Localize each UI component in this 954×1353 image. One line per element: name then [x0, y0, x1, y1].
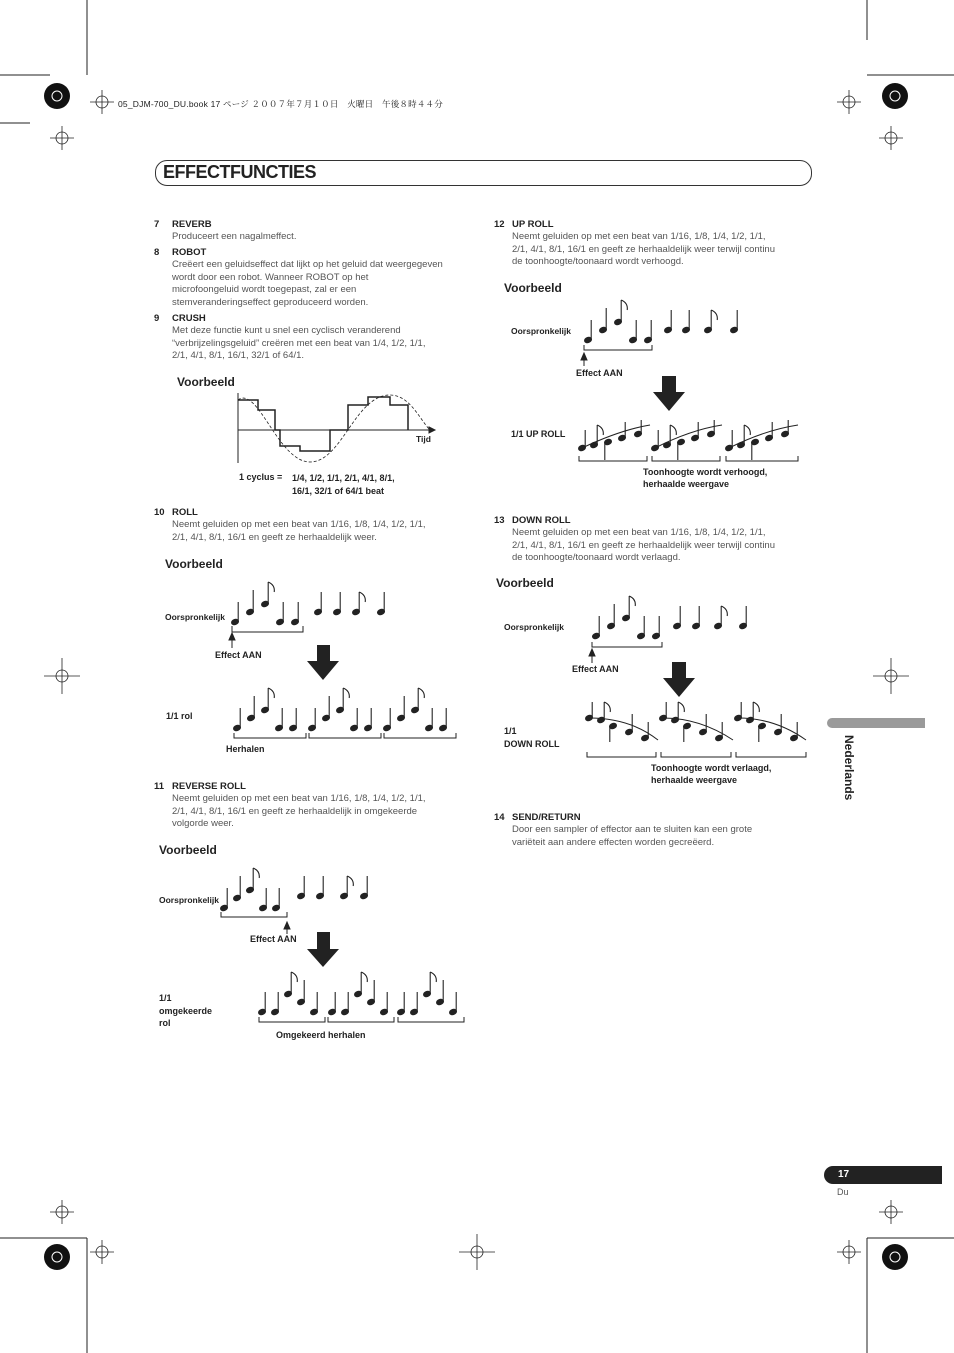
note-flag	[629, 596, 635, 606]
label-mode: 1/1 DOWN ROLL	[504, 726, 560, 749]
note-flag	[711, 310, 717, 320]
note-flag	[268, 688, 274, 698]
note-flag	[291, 972, 297, 982]
section-heading: REVERSE ROLL	[172, 781, 246, 792]
language-label: Nederlands	[842, 735, 856, 801]
section-number: 7	[154, 219, 160, 230]
note-flag	[361, 972, 367, 982]
section-body: Neemt geluiden op met een beat van 1/16, 1/8, 1/4, 1/2, 1/1, 2/1, 4/1, 8/1, 16/1 en geeft ze herhaaldelijk weer terwijl continu de toonhoogte/toonaard wordt verlaagd.	[512, 527, 775, 564]
section-heading: CRUSH	[172, 313, 206, 324]
label-mode: 1/1 omgekeerde rol	[159, 993, 213, 1028]
note-flag	[597, 425, 603, 435]
section-heading: ROBOT	[172, 247, 207, 258]
note-flag	[253, 868, 259, 878]
note-flag	[268, 582, 274, 592]
cycle-label: 1 cyclus =	[239, 472, 283, 482]
label-effect-on: Effect AAN	[576, 368, 623, 378]
example-heading: Voorbeeld	[159, 843, 217, 857]
note-flag	[604, 702, 610, 712]
label-original: Oorspronkelijk	[511, 326, 571, 336]
label-original: Oorspronkelijk	[159, 895, 219, 905]
note-flag	[678, 702, 684, 712]
note-flag	[753, 702, 759, 712]
note-flag	[721, 606, 727, 616]
note-flag	[744, 425, 750, 435]
section-number: 8	[154, 247, 160, 258]
axis-label: Tijd	[416, 434, 431, 444]
example-heading: Voorbeeld	[496, 576, 554, 590]
label-effect-on: Effect AAN	[572, 664, 619, 674]
section-heading: UP ROLL	[512, 219, 554, 230]
label-pitch-note: Toonhoogte wordt verlaagd, herhaalde weergave	[651, 763, 772, 785]
section-number: 10	[154, 507, 165, 518]
cycle-values: 1/4, 1/2, 1/1, 2/1, 4/1, 8/1, 16/1, 32/1 of 64/1 beat	[292, 473, 395, 496]
note-flag	[359, 592, 365, 602]
label-repeat: Omgekeerd herhalen	[276, 1030, 366, 1040]
label-repeat: Herhalen	[226, 744, 265, 754]
label-mode: 1/1 rol	[166, 711, 193, 721]
crush-waveform	[238, 393, 435, 463]
language-tab	[827, 718, 925, 728]
note-flag	[621, 300, 627, 310]
section-heading: ROLL	[172, 507, 198, 518]
section-number: 11	[154, 781, 165, 792]
page-title: EFFECTFUNCTIES	[163, 162, 316, 182]
label-original: Oorspronkelijk	[165, 612, 225, 622]
note-flag	[347, 876, 353, 886]
section-heading: REVERB	[172, 219, 212, 230]
example-heading: Voorbeeld	[177, 375, 235, 389]
down-arrow-icon	[307, 376, 695, 967]
section-number: 13	[494, 515, 505, 526]
section-body: Creëert een geluidseffect dat lijkt op het geluid dat weergegeven wordt door een robot. Wanneer ROBOT op het microfoongeluid wordt toegepast, zal er een stemveranderingseffect geproduceerd worden.	[172, 259, 443, 308]
section-body: Neemt geluiden op met een beat van 1/16, 1/8, 1/4, 1/2, 1/1, 2/1, 4/1, 8/1, 16/1 en geeft ze herhaaldelijk weer terwijl continu de toonhoogte/toonaard wordt verhoogd.	[512, 231, 775, 268]
section-body: Produceert een nagalmeffect.	[172, 231, 297, 242]
section-number: 12	[494, 219, 505, 230]
note-flag	[418, 688, 424, 698]
page-language: Du	[837, 1187, 849, 1197]
section-body: Neemt geluiden op met een beat van 1/16, 1/8, 1/4, 1/2, 1/1, 2/1, 4/1, 8/1, 16/1 en geeft ze herhaaldelijk in omgekeerde volgorde weer.	[172, 793, 426, 830]
section-body: Door een sampler of effector aan te sluiten kan een grote variëteit aan andere effecten worden gecreëerd.	[512, 824, 753, 848]
print-header: 05_DJM-700_DU.book 17 ページ ２００７年７月１０日 火曜日 午後８時４４分	[118, 99, 443, 109]
section-heading: SEND/RETURN	[512, 812, 581, 823]
note-flag	[343, 688, 349, 698]
label-original: Oorspronkelijk	[504, 622, 564, 632]
section-heading: DOWN ROLL	[512, 515, 571, 526]
label-effect-on: Effect AAN	[215, 650, 262, 660]
label-effect-on: Effect AAN	[250, 934, 297, 944]
example-heading: Voorbeeld	[165, 557, 223, 571]
section-body: Met deze functie kunt u snel een cyclisch veranderend “verbrijzelingsgeluid” creëren met een beat van 1/4, 1/2, 1/1, 2/1, 4/1, 8/1, 16/1, 32/1 of 64/1.	[172, 325, 426, 362]
label-pitch-note: Toonhoogte wordt verhoogd, herhaalde weergave	[643, 467, 768, 489]
label-mode: 1/1 UP ROLL	[511, 429, 566, 439]
note-flag	[430, 972, 436, 982]
section-body: Neemt geluiden op met een beat van 1/16, 1/8, 1/4, 1/2, 1/1, 2/1, 4/1, 8/1, 16/1 en geeft ze herhaaldelijk weer.	[172, 519, 426, 543]
note-flag	[670, 425, 676, 435]
section-number: 14	[494, 812, 505, 823]
section-number: 9	[154, 313, 160, 324]
example-heading: Voorbeeld	[504, 281, 562, 295]
page-number: 17	[838, 1169, 850, 1180]
